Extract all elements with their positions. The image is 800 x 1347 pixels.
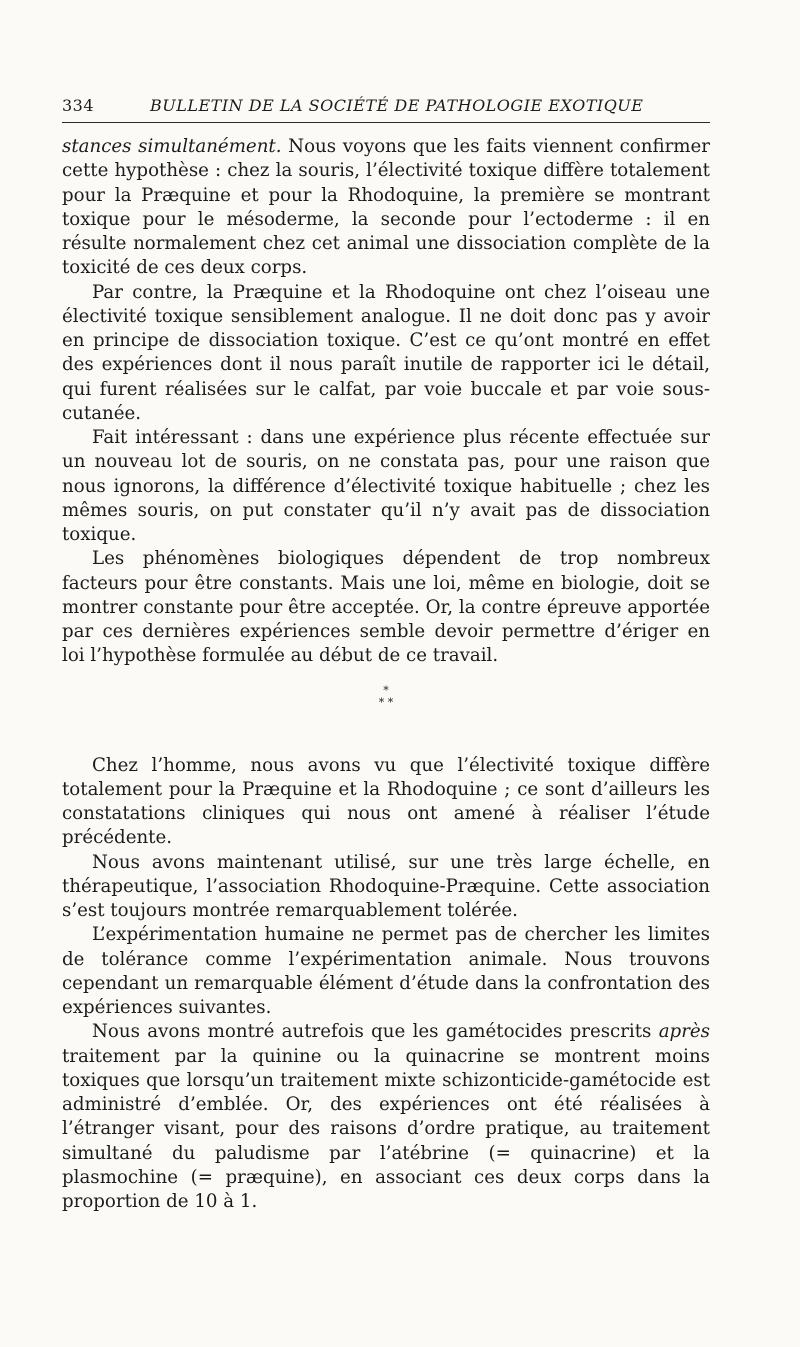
- paragraph: L’expérimentation humaine ne permet pas de chercher les limites de tolérance comme l’expérimentation animale. Nous trouvons cependant un remarquable élément d’étude dans la confrontation des expériences suivantes.: [62, 924, 710, 1018]
- paragraph: Nous avons maintenant utilisé, sur une très large échelle, en thérapeutique, l’association Rhodoquine-Præquine. Cette association s’est toujours montrée remarquablement tolérée.: [62, 851, 710, 921]
- section-separator: [62, 685, 710, 709]
- italic-lead: stances simultanément.: [62, 136, 282, 157]
- asterisk-bottom: * *: [378, 695, 394, 709]
- document-page: [62, 92, 710, 1214]
- running-title: BULLETIN DE LA SOCIÉTÉ DE PATHOLOGIE EXOTIQUE: [150, 96, 644, 115]
- italic-word: après: [658, 1021, 710, 1043]
- paragraph: Les phénomènes biologiques dépendent de trop nombreux facteurs pour être constants. Mais une loi, même en biologie, doit se montrer constante pour être acceptée. Or, la contre épreuve apportée par ces dernières expériences semble devoir permettre d’ériger en loi l’hypothèse formulée au début de ce travail.: [62, 548, 710, 667]
- paragraph: Fait intéressant : dans une expérience plus récente effectuée sur un nouveau lot de souris, on ne constata pas, pour une raison que nous ignorons, la différence d’électivité toxique habituelle ; chez les mêmes souris, on put constater qu’il n’y avait pas de dissociation toxique.: [62, 427, 710, 545]
- running-header: [62, 92, 710, 123]
- page-number: 334: [62, 96, 95, 115]
- asterisk-top: *: [383, 683, 389, 697]
- paragraph-text: Nous avons montré autrefois que les gamétocides prescrits: [92, 1021, 659, 1043]
- paragraph: [62, 1020, 710, 1214]
- paragraph: Chez l’homme, nous avons vu que l’électivité toxique diffère totalement pour la Præquine et la Rhodoquine ; ce sont d’ailleurs les constatations cliniques qui nous ont amené à réaliser l’étude précédente.: [62, 754, 710, 849]
- paragraph-text: Nous voyons que les faits viennent confirmer cette hypothèse : chez la souris, l’électivité toxique diffère totalement pour la Præquine et pour la Rhodoquine, la première se montrant toxique pour le mésoderme, la seconde pour l’ectoderme : il en résulte normalement chez cet animal une dissociation complète de la toxicité de ces deux corps.: [62, 136, 711, 279]
- paragraph: [62, 135, 710, 281]
- body-text: [62, 135, 710, 1214]
- paragraph-text: traitement par la quinine ou la quinacrine se montrent moins toxiques que lorsqu’un traitement mixte schizonticide-gamétocide est administré d’emblée. Or, des expériences ont été réalisées à l’étranger visant, pour des raisons d’ordre pratique, au traitement simultané du paludisme par l’atébrine (= quinacrine) et la plasmochine (= præquine), en associant ces deux corps dans la proportion de 10 à 1.: [62, 1045, 710, 1212]
- paragraph: Par contre, la Præquine et la Rhodoquine ont chez l’oiseau une électivité toxique sensiblement analogue. Il ne doit donc pas y avoir en principe de dissociation toxique. C’est ce qu’ont montré en effet des expériences dont il nous paraît inutile de rapporter ici le détail, qui furent réalisées sur le calfat, par voie buccale et par voie sous-cutanée.: [62, 281, 710, 424]
